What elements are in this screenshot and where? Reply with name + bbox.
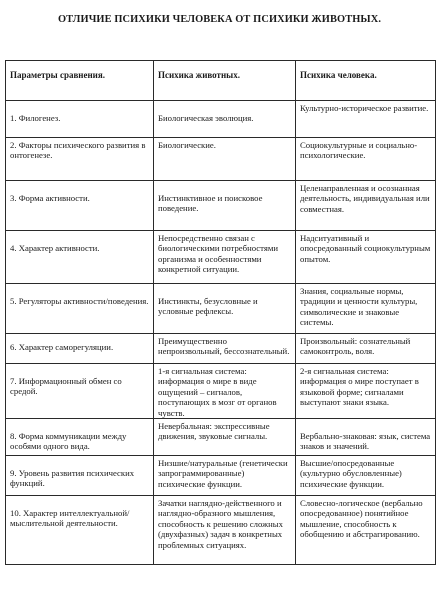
table-row [6, 101, 436, 138]
animal-cell: Преимущественно непроизвольный, бессознательный. [154, 334, 296, 364]
parameter-cell: 10. Характер интеллектуальной/мыслительной деятельности. [6, 496, 154, 565]
animal-cell: Биологические. [154, 138, 296, 181]
human-cell: Целенаправленная и осознанная деятельность, индивидуальная или совместная. [296, 181, 436, 231]
parameter-cell: 7. Информационный обмен со средой. [6, 364, 154, 419]
animal-cell: Невербальная: экспрессивные движения, звуковые сигналы. [154, 419, 296, 456]
table-row [6, 138, 436, 181]
human-cell: Вербально-знаковая: язык, система знаков и значений. [296, 419, 436, 456]
header-animal-psyche: Психика животных. [154, 61, 296, 101]
animal-cell: Зачатки наглядно-действенного и наглядно-образного мышления, способность к решению сложных (двухфазных) задач в конкретных проблемных ситуациях. [154, 496, 296, 565]
table-row [6, 284, 436, 334]
table-row [6, 181, 436, 231]
document-title: ОТЛИЧИЕ ПСИХИКИ ЧЕЛОВЕКА ОТ ПСИХИКИ ЖИВОТНЫХ. [57, 14, 382, 25]
header-parameters: Параметры сравнения. [6, 61, 154, 101]
human-cell: Высшие/опосредованные (культурно обусловленные) психические функции. [296, 456, 436, 496]
human-cell: 2-я сигнальная система: информация о мире поступает в языковой форме; сигналами выступают знаки языка. [296, 364, 436, 419]
parameter-cell: 9. Уровень развития психических функций. [6, 456, 154, 496]
animal-cell: Низшие/натуральные (генетически запрограммированные) психические функции. [154, 456, 296, 496]
table-row [6, 419, 436, 456]
table-row [6, 456, 436, 496]
parameter-cell: 8. Форма коммуникации между особями одного вида. [6, 419, 154, 456]
human-cell: Социокультурные и социально-психологические. [296, 138, 436, 181]
parameter-cell: 3. Форма активности. [6, 181, 154, 231]
animal-cell: Биологическая эволюция. [154, 101, 296, 138]
parameter-cell: 4. Характер активности. [6, 231, 154, 284]
table-row [6, 231, 436, 284]
human-cell: Надситуативный и опосредованный социокультурным опытом. [296, 231, 436, 284]
comparison-table [5, 60, 436, 565]
parameter-cell: 1. Филогенез. [6, 101, 154, 138]
human-cell: Знания, социальные нормы, традиции и ценности культуры, символические и знаковые системы. [296, 284, 436, 334]
parameter-cell: 2. Факторы психического развития в онтогенезе. [6, 138, 154, 181]
animal-cell: Инстинкты, безусловные и условные рефлексы. [154, 284, 296, 334]
table-row [6, 496, 436, 565]
human-cell: Культурно-историческое развитие. [296, 101, 436, 138]
table-row [6, 334, 436, 364]
table-row [6, 364, 436, 419]
table-header-row [6, 61, 436, 101]
animal-cell: Инстинктивное и поисковое поведение. [154, 181, 296, 231]
animal-cell: Непосредственно связан с биологическими потребностями организма и особенностями конкретной ситуации. [154, 231, 296, 284]
header-human-psyche: Психика человека. [296, 61, 436, 101]
animal-cell: 1-я сигнальная система: информация о мире в виде ощущений – сигналов, поступающих в мозг от органов чувств. [154, 364, 296, 419]
human-cell: Произвольный: сознательный самоконтроль, воля. [296, 334, 436, 364]
parameter-cell: 5. Регуляторы активности/поведения. [6, 284, 154, 334]
parameter-cell: 6. Характер саморегуляции. [6, 334, 154, 364]
human-cell: Словесно-логическое (вербально опосредованное) понятийное мышление, способность к обобщению и абстрагированию. [296, 496, 436, 565]
